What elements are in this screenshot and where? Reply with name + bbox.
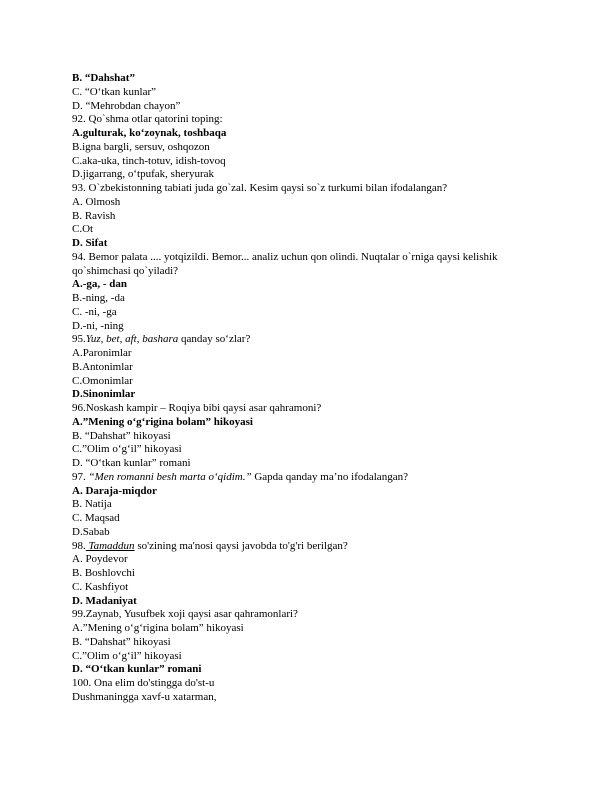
text-line — [72, 691, 216, 704]
text-segment: A.-ga, - dan — [72, 278, 128, 291]
text-line — [72, 402, 321, 415]
text-line — [72, 210, 115, 223]
text-segment: D. “Mehrobdan chayon” — [72, 99, 181, 112]
text-segment: B.-ning, -da — [72, 292, 125, 304]
text-line — [72, 320, 124, 333]
text-line — [72, 636, 171, 649]
text-segment: A. Olmosh — [72, 195, 121, 208]
text-segment: 99.Zaynab, Yusufbek xoji qaysi asar qahramonlari? — [72, 608, 298, 621]
text-segment: qanday so‘zlar? — [178, 333, 251, 346]
text-segment: 95. — [72, 333, 86, 346]
text-segment: C.Omonimlar — [72, 374, 133, 387]
text-line — [72, 443, 182, 456]
text-line — [72, 430, 171, 443]
text-line — [72, 72, 135, 85]
text-line — [72, 526, 110, 539]
text-segment: C. “O‘tkan kunlar” — [72, 85, 156, 98]
text-segment: B. Boshlovchi — [72, 567, 135, 579]
text-line — [72, 622, 244, 635]
text-line — [72, 677, 214, 690]
text-line — [72, 663, 201, 676]
text-segment: C.”Olim o‘g‘il” hikoyasi — [72, 649, 182, 662]
text-line — [72, 141, 210, 154]
text-segment: 92. Qo`shma otlar qatorini toping: — [72, 113, 223, 126]
text-line — [72, 127, 226, 140]
text-segment: Dushmaningga xavf-u xatarman, — [72, 690, 217, 703]
text-line — [72, 595, 137, 608]
text-segment: D.Sinonimlar — [72, 388, 136, 401]
text-line — [72, 498, 112, 511]
text-line — [72, 512, 120, 525]
text-segment: 98. — [72, 539, 86, 552]
text-segment: so'zining ma'nosi qaysi javobda to'g'ri berilgan? — [134, 539, 348, 552]
text-segment: Yuz, bet, aft, bashara — [85, 333, 179, 346]
text-segment: B.igna bargli, sersuv, oshqozon — [72, 140, 210, 153]
text-segment: B. Ravish — [72, 209, 116, 222]
text-line — [72, 361, 133, 374]
text-segment: D. “O‘tkan kunlar” romani — [72, 457, 191, 469]
text-line — [72, 168, 214, 181]
text-segment: B. “Dahshat” hikoyasi — [72, 429, 171, 442]
text-line — [72, 485, 157, 498]
text-segment: 100. Ona elim do'stingga do'st-u — [72, 677, 215, 689]
text-line — [72, 223, 93, 236]
text-line — [72, 182, 447, 195]
text-segment: C.Ot — [72, 223, 94, 236]
text-segment: A. Poydevor — [72, 553, 128, 566]
text-segment: D. Sifat — [72, 237, 108, 249]
text-line — [72, 237, 107, 250]
text-segment: B. “Dahshat” — [72, 72, 135, 84]
text-line — [72, 292, 125, 305]
text-line — [72, 100, 180, 113]
text-line — [72, 155, 226, 168]
text-line — [72, 347, 132, 360]
text-segment: D.jigarrang, o‘tpufak, sheryurak — [72, 168, 215, 181]
text-line — [72, 333, 250, 346]
text-line — [72, 196, 120, 209]
text-line — [72, 251, 498, 264]
text-segment: 93. O`zbekistonning tabiati juda go`zal. Kesim qaysi so`z turkumi bilan ifodalangan? — [72, 182, 448, 194]
text-segment: Tamaddun — [85, 539, 135, 552]
text-line — [72, 265, 178, 278]
text-line — [72, 650, 182, 663]
text-segment: D.Sabab — [72, 525, 110, 538]
text-segment: B. “Dahshat” hikoyasi — [72, 635, 171, 648]
text-segment: Gapda qanday ma’no ifodalangan? — [251, 470, 408, 483]
text-segment: A.”Mening o‘g‘rigina bolam” hikoyasi — [72, 415, 253, 428]
text-segment: A.Paronimlar — [72, 347, 132, 359]
text-segment: 97. — [72, 470, 86, 483]
text-line — [72, 86, 156, 99]
text-line — [72, 608, 298, 621]
text-segment: D. Madaniyat — [72, 594, 137, 607]
text-line — [72, 375, 133, 388]
text-line — [72, 278, 127, 291]
text-segment: A.”Mening o‘g‘rigina bolam” hikoyasi — [72, 622, 244, 634]
text-segment: 96.Noskash kampir – Roqiya bibi qaysi asar qahramoni? — [72, 402, 322, 414]
text-segment: D. “O‘tkan kunlar” romani — [72, 663, 202, 676]
text-segment: 94. Bemor palata .... yotqizildi. Bemor... analiz uchun qon olindi. Nuqtalar o`rniga qaysi kelishik — [72, 250, 498, 263]
text-segment: “Men romanni besh marta o‘qidim.” — [85, 470, 252, 483]
text-line — [72, 457, 191, 470]
text-segment: C. Maqsad — [72, 512, 120, 524]
text-segment: A. Daraja-miqdor — [72, 484, 157, 497]
text-segment: C. -ni, -ga — [72, 305, 117, 318]
text-segment: A.gulturak, ko‘zoynak, toshbaqa — [72, 127, 227, 139]
text-line — [72, 581, 128, 594]
text-segment: C.”Olim o‘g‘il” hikoyasi — [72, 443, 182, 456]
text-line — [72, 540, 348, 553]
text-segment: B. Natija — [72, 498, 112, 511]
text-line — [72, 113, 223, 126]
text-segment: C. Kashfiyot — [72, 580, 129, 593]
text-line — [72, 553, 128, 566]
text-line — [72, 567, 135, 580]
text-line — [72, 471, 408, 484]
text-segment: D.-ni, -ning — [72, 319, 124, 332]
text-segment: qo`shimchasi qo`yiladi? — [72, 264, 179, 277]
text-line — [72, 388, 135, 401]
text-line — [72, 416, 253, 429]
text-segment: C.aka-uka, tinch-totuv, idish-tovoq — [72, 154, 226, 167]
text-line — [72, 306, 117, 319]
text-segment: B.Antonimlar — [72, 360, 133, 373]
